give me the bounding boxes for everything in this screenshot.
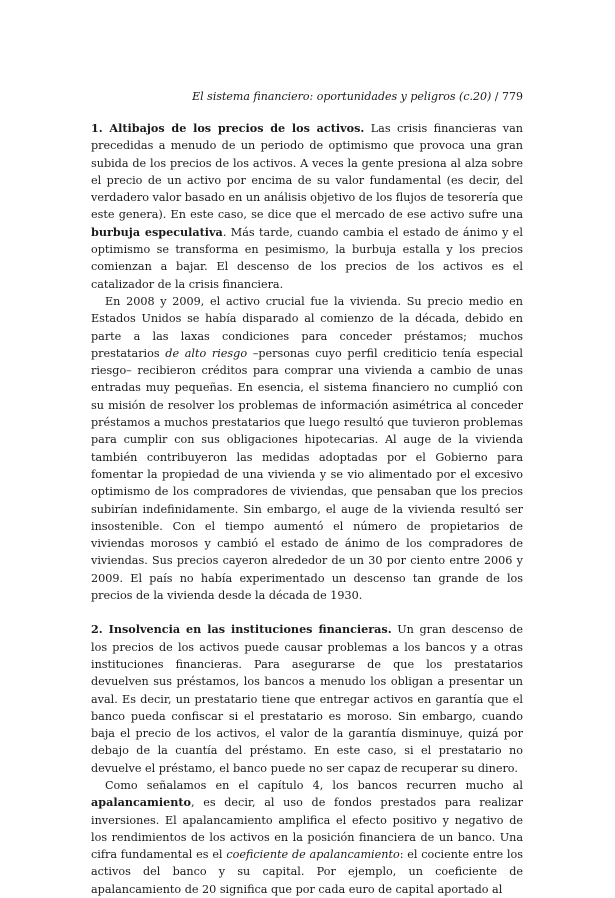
header-separator: /: [494, 90, 499, 103]
body-text: [91, 120, 523, 898]
paragraph: 1. Altibajos de los precios de los activos. Las crisis financieras van precedidas a menudo de un periodo de optimismo que provoca una gran subida de los precios de los activos. A veces la gente presiona al alza sobre el precio de un activo por encima de su valor fundamental (es decir, del verdadero valor basado en un análisis objetivo de los flujos de tesorería que este genera). En este caso, se dice que el mercado de ese activo sufre una burbuja especulativa. Más tarde, cuando cambia el estado de ánimo y el optimismo se transforma en pesimismo, la burbuja estalla y los precios comienzan a bajar. El descenso de los precios de los activos es el catalizador de la crisis financiera.: [91, 121, 523, 291]
key-term: apalancamiento: [91, 795, 191, 810]
emphasis: de alto riesgo: [165, 346, 248, 360]
section-heading: 2. Insolvencia en las instituciones financieras.: [91, 622, 392, 637]
paragraph: 2. Insolvencia en las instituciones financieras. Un gran descenso de los precios de los activos puede causar problemas a los bancos y a otras instituciones financieras. Para asegurarse de que los prestatarios devuelven sus préstamos, los bancos a menudo los obligan a presentar un aval. Es decir, un prestatario tiene que entregar activos en garantía que el banco pueda confiscar si el prestatario es moroso. Sin embargo, cuando baja el precio de los activos, el valor de la garantía disminuye, quizá por debajo de la cuantía del préstamo. En este caso, si el prestatario no devuelve el préstamo, el banco puede no ser capaz de recuperar su dinero.: [91, 622, 523, 775]
page-number: 779: [502, 90, 523, 103]
emphasis: coeficiente de apalancamiento: [226, 848, 400, 862]
running-header: [91, 90, 523, 104]
running-title: El sistema financiero: oportunidades y peligros (c.20): [192, 90, 492, 103]
section-heading: 1. Altibajos de los precios de los activos.: [91, 121, 365, 135]
paragraph: Como señalamos en el capítulo 4, los bancos recurren mucho al apalancamiento, es decir, al uso de fondos prestados para realizar inversiones. El apalancamiento amplifica el efecto positivo y negativo de los rendimientos de los activos en la posición financiera de un banco. Una cifra fundamental es el coeficiente de apalancamiento: el cociente entre los activos del banco y su capital. Por ejemplo, un coeficiente de apalancamiento de 20 significa que por cada euro de capital aportado al: [91, 778, 523, 896]
paragraph: En 2008 y 2009, el activo crucial fue la vivienda. Su precio medio en Estados Unidos se había disparado al comienzo de la década, debido en parte a las laxas condiciones para conceder préstamos; muchos prestatarios de alto riesgo –personas cuyo perfil crediticio tenía especial riesgo– recibieron créditos para comprar una vivienda a cambio de unas entradas muy pequeñas. En esencia, el sistema financiero no cumplió con su misión de resolver los problemas de información asimétrica al conceder préstamos a muchos prestatarios que luego resultó que tuvieron problemas para cumplir con sus obligaciones hipotecarias. Al auge de la vivienda también contribuyeron las medidas adoptadas por el Gobierno para fomentar la propiedad de una vivienda y se vio alimentado por el excesivo optimismo de los compradores de viviendas, que pensaban que los precios subirían indefinidamente. Sin embargo, el auge de la vivienda resultó ser insostenible. Con el tiempo aumentó el número de propietarios de viviendas morosos y cambió el estado de ánimo de los compradores de viviendas. Sus precios cayeron alrededor de un 30 por ciento entre 2006 y 2009. El país no había experimentado un descenso tan grande de los precios de la vivienda desde la década de 1930.: [91, 294, 523, 603]
key-term: burbuja especulativa: [91, 224, 223, 239]
